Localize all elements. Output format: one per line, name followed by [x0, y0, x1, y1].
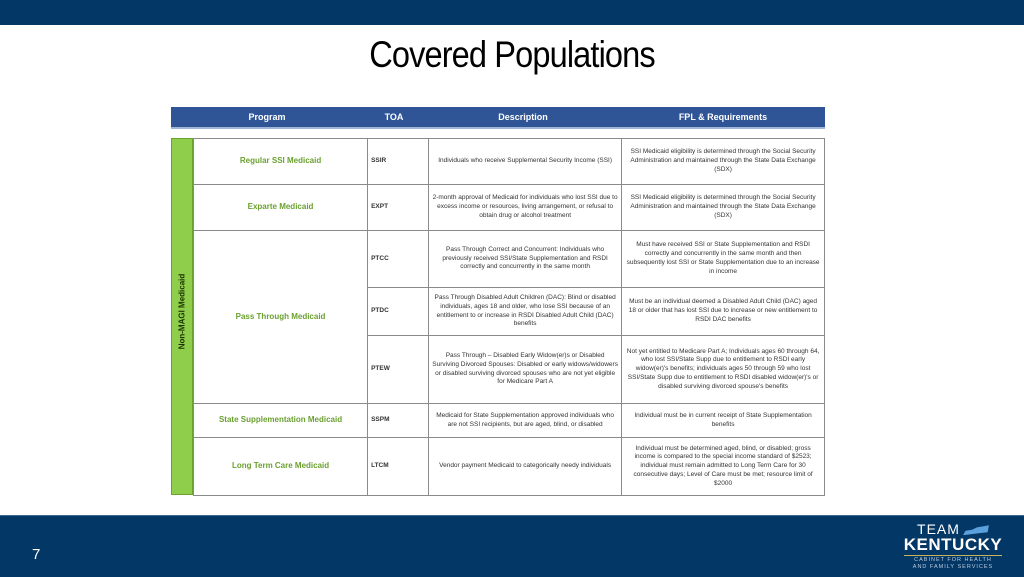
cell-fpl: Individual must be in current receipt of State Supplementation benefits — [622, 404, 825, 438]
table-body — [193, 138, 825, 496]
cell-fpl: Must have received SSI or State Supplementation and RSDI correctly and concurrently in the same month and then subsequently lost SSI or State Supplementation due to an increase in income — [622, 231, 825, 288]
header-description: Description — [498, 112, 548, 122]
cell-toa: SSIR — [368, 139, 429, 185]
logo-cabinet-line1: CABINET FOR HEALTH — [914, 557, 992, 563]
group-band — [171, 138, 193, 495]
cell-description: Pass Through Correct and Concurrent: Individuals who previously received SSI/State Supplementation and RSDI correctly and concurrently in the same month — [429, 231, 622, 288]
cell-fpl: Must be an individual deemed a Disabled Adult Child (DAC) aged 18 or older that has lost SSI due to increase or new entitlement to RSDI DAC benefits — [622, 288, 825, 336]
cell-toa: SSPM — [368, 404, 429, 438]
table-row — [194, 139, 825, 185]
logo-cabinet-line2: AND FAMILY SERVICES — [912, 564, 994, 570]
cell-fpl: Not yet entitled to Medicare Part A; Individuals ages 60 through 64, who lost SSI/State Supp due to entitlement to RSDI early widow(er)'s benefits; individuals ages 50 through 59 who lost SSI/State Supp due to entitlement to RSDI disabled widow(er)'s or disabled surviving divorced spouse's benefits — [622, 336, 825, 404]
table-header — [171, 107, 825, 129]
cell-program: Pass Through Medicaid — [194, 231, 368, 404]
logo-divider — [904, 555, 1002, 556]
logo-kentucky-text: KENTUCKY — [903, 535, 1003, 554]
cell-description: 2-month approval of Medicaid for individuals who lost SSI due to excess income or resources, living arrangement, or refusal to obtain drug or alcohol treatment — [429, 185, 622, 231]
table-row — [194, 404, 825, 438]
header-program: Program — [248, 112, 286, 122]
cell-toa: PTCC — [368, 231, 429, 288]
header-toa: TOA — [384, 112, 404, 122]
cell-program: Long Term Care Medicaid — [194, 438, 368, 496]
group-label: Non-MAGI Medicaid — [177, 273, 187, 350]
cell-fpl: SSI Medicaid eligibility is determined through the Social Security Administration and maintained through the State Data Exchange (SDX) — [622, 185, 825, 231]
table-row — [194, 185, 825, 231]
cell-program: Regular SSI Medicaid — [194, 139, 368, 185]
cell-program: State Supplementation Medicaid — [194, 404, 368, 438]
table-row — [194, 438, 825, 496]
slide-title: Covered Populations — [369, 34, 655, 75]
kentucky-state-icon — [963, 525, 989, 535]
cell-toa: EXPT — [368, 185, 429, 231]
cell-toa: PTDC — [368, 288, 429, 336]
cell-program: Exparte Medicaid — [194, 185, 368, 231]
page-number: 7 — [32, 546, 41, 563]
cell-fpl: SSI Medicaid eligibility is determined through the Social Security Administration and maintained through the State Data Exchange (SDX) — [622, 139, 825, 185]
cell-fpl: Individual must be determined aged, blind, or disabled; gross income is compared to the special income standard of $2523; individual must remain admitted to Long Term Care for 30 consecutive days; Level of Care must be met; resource limit of $2000 — [622, 438, 825, 496]
cell-description: Medicaid for State Supplementation approved individuals who are not SSI recipients, but are aged, blind, or disabled — [429, 404, 622, 438]
team-kentucky-logo — [898, 522, 1008, 574]
cell-description: Vendor payment Medicaid to categorically needy individuals — [429, 438, 622, 496]
cell-description: Pass Through – Disabled Early Widow(er)s or Disabled Surviving Divorced Spouses: Disabled or early widows/widowers or disabled surviving divorced spouses who are not yet eligible for Medicare Part A — [429, 336, 622, 404]
header-fpl: FPL & Requirements — [678, 112, 768, 122]
cell-toa: LTCM — [368, 438, 429, 496]
cell-description: Individuals who receive Supplemental Security Income (SSI) — [429, 139, 622, 185]
cell-toa: PTEW — [368, 336, 429, 404]
top-banner — [0, 0, 1024, 25]
footer-bar — [0, 515, 1024, 577]
covered-populations-table — [171, 107, 825, 497]
logo-team-text: TEAM — [898, 522, 1008, 536]
table-row — [194, 231, 825, 288]
cell-description: Pass Through Disabled Adult Children (DAC): Blind or disabled individuals, ages 18 and older, who lose SSI because of an entitlement to or increase in RSDI Disabled Adult Child (DAC) benefits — [429, 288, 622, 336]
